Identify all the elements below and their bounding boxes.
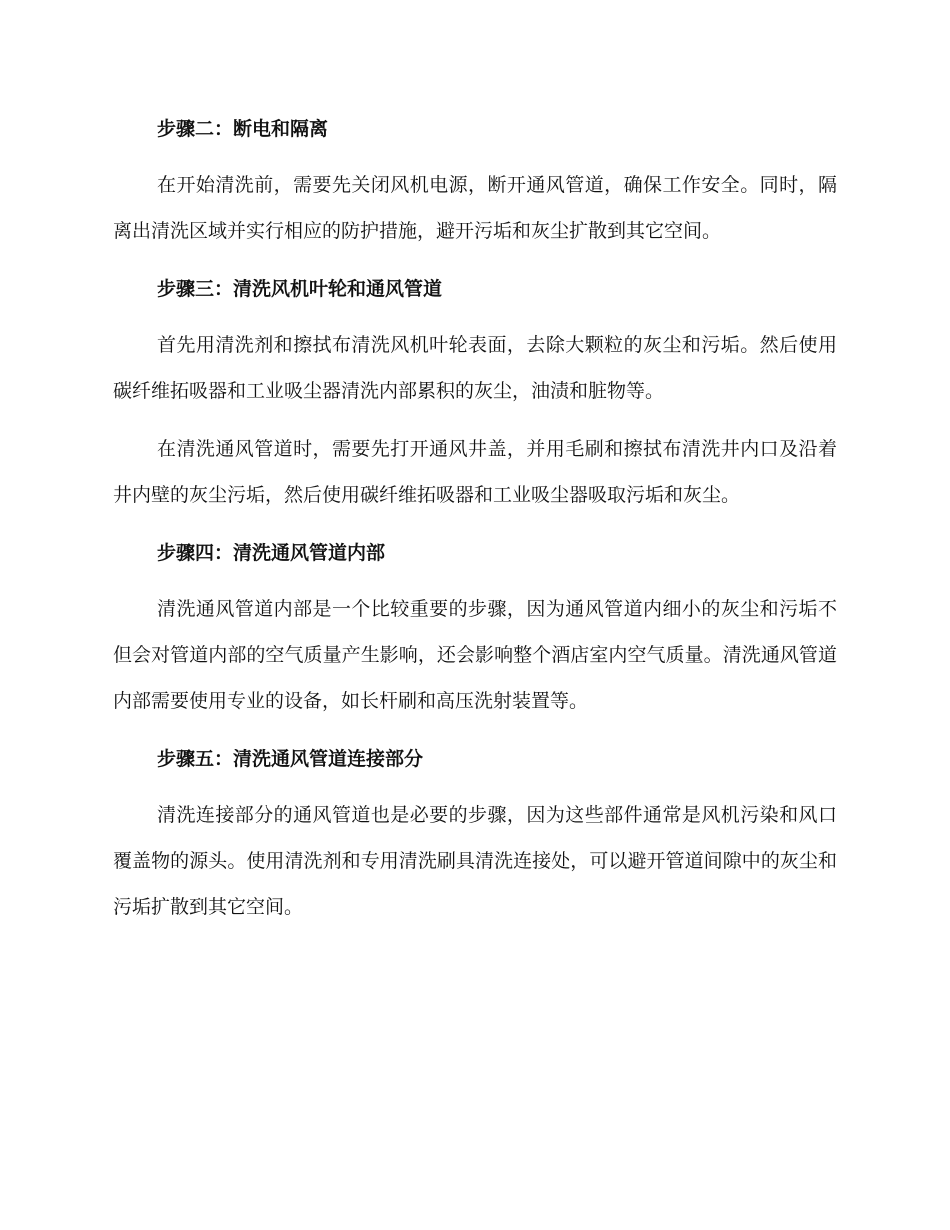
section-heading: 步骤二：断电和隔离 <box>157 118 329 140</box>
section-heading: 步骤五：清洗通风管道连接部分 <box>157 748 424 770</box>
section-heading: 步骤三：清洗风机叶轮和通风管道 <box>157 278 443 300</box>
section-heading: 步骤四：清洗通风管道内部 <box>157 542 386 564</box>
paragraph: 在开始清洗前，需要先关闭风机电源，断开通风管道，确保工作安全。同时，隔离出清洗区域并实行相应的防护措施，避开污垢和灰尘扩散到其它空间。 <box>113 174 837 242</box>
paragraph: 在清洗通风管道时，需要先打开通风井盖，并用毛刷和擦拭布清洗井内口及沿着井内壁的灰尘污垢，然后使用碳纤维拓吸器和工业吸尘器吸取污垢和灰尘。 <box>113 438 837 506</box>
paragraph: 首先用清洗剂和擦拭布清洗风机叶轮表面，去除大颗粒的灰尘和污垢。然后使用碳纤维拓吸器和工业吸尘器清洗内部累积的灰尘，油渍和脏物等。 <box>113 334 837 402</box>
paragraph: 清洗通风管道内部是一个比较重要的步骤，因为通风管道内细小的灰尘和污垢不但会对管道内部的空气质量产生影响，还会影响整个酒店室内空气质量。清洗通风管道内部需要使用专业的设备，如长杆刷和高压洗射装置等。 <box>113 598 837 712</box>
paragraph: 清洗连接部分的通风管道也是必要的步骤，因为这些部件通常是风机污染和风口覆盖物的源头。使用清洗剂和专用清洗刷具清洗连接处，可以避开管道间隙中的灰尘和污垢扩散到其它空间。 <box>113 804 837 918</box>
document-page <box>113 106 837 930</box>
